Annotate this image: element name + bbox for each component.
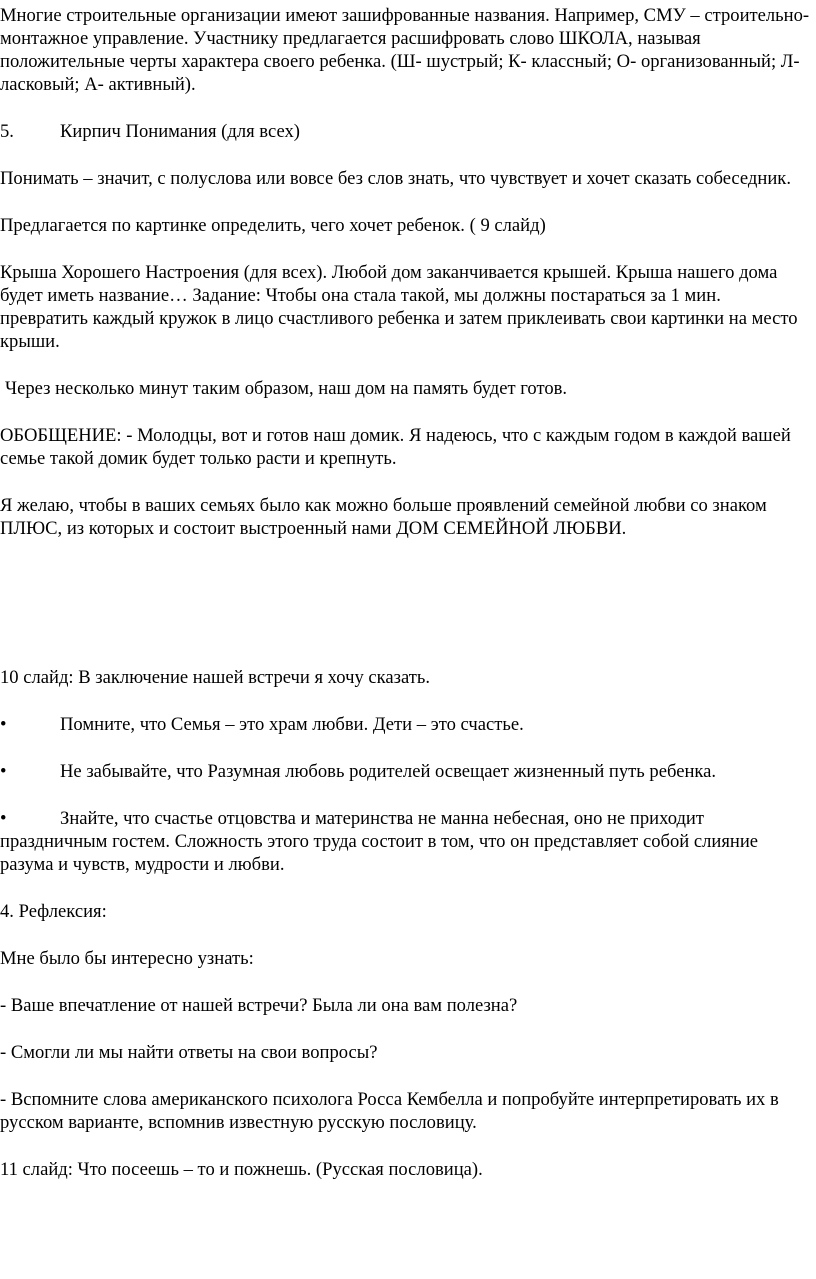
paragraph-interest: Мне было бы интересно узнать:	[0, 948, 254, 969]
paragraph-question-2: - Смогли ли мы найти ответы на свои вопросы?	[0, 1042, 378, 1063]
item-text: Кирпич Понимания (для всех)	[60, 121, 300, 142]
item-number: 5.	[0, 121, 14, 142]
paragraph-slide-10: 10 слайд: В заключение нашей встречи я хочу сказать.	[0, 667, 431, 688]
paragraph-reflection-heading: 4. Рефлексия:	[0, 901, 107, 922]
paragraph-understanding: Понимать – значит, с полуслова или вовсе без слов знать, что чувствует и хочет сказать собеседник.	[0, 168, 791, 189]
bullet-item	[0, 807, 812, 876]
paragraph-wish: Я желаю, чтобы в ваших семьях было как можно больше проявлений семейной любви со знаком ПЛЮС, из которых и состоит выстроенный нами ДОМ СЕМЕЙНОЙ ЛЮБВИ.	[0, 495, 767, 539]
bullet-marker: •	[0, 808, 7, 829]
paragraph-school-acronym: Многие строительные организации имеют зашифрованные названия. Например, СМУ – строительно-монтажное управление. Участнику предлагается расшифровать слово ШКОЛА, называя положительные черты характера своего ребенка. (Ш- шустрый; К- классный; О- организованный; Л- ласковый; А- активный).	[0, 5, 810, 95]
paragraph-roof-task: Крыша Хорошего Настроения (для всех). Любой дом заканчивается крышей. Крыша нашего дома будет иметь название… Задание: Чтобы она стала такой, мы должны постараться за 1 мин. превратить каждый кружок в лицо счастливого ребенка и затем приклеивать свои картинки на место крыши.	[0, 262, 798, 352]
paragraph-summary: ОБОБЩЕНИЕ: - Молодцы, вот и готов наш домик. Я надеюсь, что с каждым годом в каждой вашей семье такой домик будет только расти и крепнуть.	[0, 425, 791, 469]
bullet-marker: •	[0, 714, 7, 735]
paragraph-slide-11: 11 слайд: Что посеешь – то и пожнешь. (Русская пословица).	[0, 1159, 483, 1180]
paragraph-question-1: - Ваше впечатление от нашей встречи? Была ли она вам полезна?	[0, 995, 518, 1016]
bullet-text: Помните, что Семья – это храм любви. Дети – это счастье.	[60, 714, 524, 735]
bullet-text: Не забывайте, что Разумная любовь родителей освещает жизненный путь ребенка.	[60, 761, 717, 782]
numbered-item-5	[0, 120, 812, 143]
paragraph-picture-task: Предлагается по картинке определить, чего хочет ребенок. ( 9 слайд)	[0, 215, 546, 236]
bullet-item	[0, 713, 812, 736]
bullet-marker: •	[0, 761, 7, 782]
bullet-text: Знайте, что счастье отцовства и материнства не манна небесная, оно не приходит праздничным гостем. Сложность этого труда состоит в том, что он представляет собой слияние разума и чувств, мудрости и любви.	[0, 808, 759, 875]
blank-gap	[0, 564, 812, 666]
bullet-item	[0, 760, 812, 783]
paragraph-house-ready: Через несколько минут таким образом, наш дом на память будет готов.	[5, 378, 568, 399]
paragraph-question-3: - Вспомните слова американского психолога Росса Кембелла и попробуйте интерпретировать их в русском варианте, вспомнив известную русскую пословицу.	[0, 1089, 779, 1133]
